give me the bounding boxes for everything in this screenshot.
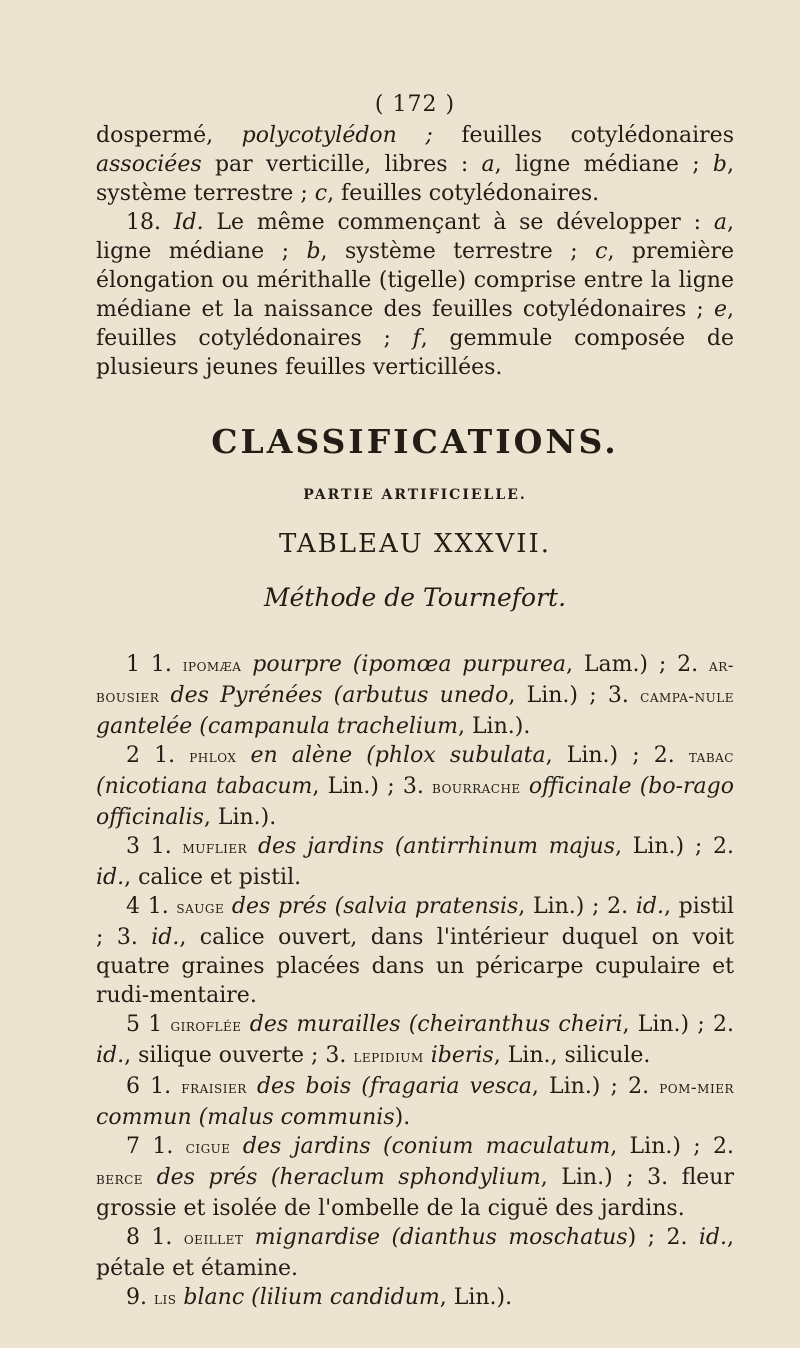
text-run: , Lin.).	[203, 805, 277, 830]
text-run: commun (malus communis	[96, 1105, 395, 1130]
text-run: 6 1.	[126, 1074, 182, 1099]
text-run: 18.	[126, 210, 174, 235]
text-run: , Lin.) ; 2.	[610, 1134, 735, 1159]
text-run: officinale (bo-rago officinalis	[96, 774, 735, 830]
text-run: des Pyrénées (arbutus unedo	[159, 683, 509, 708]
text-run: a	[713, 210, 727, 235]
classifications-heading: CLASSIFICATIONS.	[211, 422, 619, 461]
entry-7	[96, 1132, 734, 1223]
text-run: des murailles (cheiranthus cheiri	[241, 1012, 623, 1037]
entry-5	[96, 1010, 734, 1072]
text-run: feuilles cotylédonaires	[432, 123, 734, 148]
text-run: 9.	[126, 1285, 154, 1310]
text-run: , gemmule composée de plusieurs jeunes feuilles verticillées.	[96, 326, 734, 380]
text-run: ).	[394, 1105, 411, 1130]
text-run: id.	[96, 1043, 125, 1068]
text-run: 1 1.	[126, 652, 183, 677]
text-run: , Lin.) ; 3.	[312, 774, 433, 799]
text-run: mignardise (dianthus moschatus	[243, 1225, 628, 1250]
text-run: Le même commençant à se développer :	[203, 210, 714, 235]
text-run: , Lin.) ; 3. fleur grossie et isolée de l'ombelle de la ciguë des jardins.	[96, 1165, 734, 1221]
text-run: bourrache	[432, 778, 521, 798]
entry-9	[96, 1283, 734, 1314]
text-run: , Lin.) ; 2.	[531, 1074, 660, 1099]
text-run: b	[306, 239, 321, 264]
text-run: associées	[96, 152, 202, 177]
text-run: , système terrestre ;	[320, 239, 596, 264]
text-run: polycotylédon ;	[241, 123, 433, 148]
entry-1	[96, 650, 734, 741]
text-run: , système terrestre ;	[96, 152, 734, 206]
text-run: , calice ouvert, dans l'intérieur duquel on voit quatre graines placées dans un péricarpe cupulaire et rudi-mentaire.	[96, 925, 734, 1008]
text-run: giroflée	[170, 1016, 242, 1036]
text-run: , pétale et étamine.	[96, 1225, 734, 1281]
text-run: gantelée (campanula trachelium	[96, 714, 458, 739]
text-run: campa-nule	[640, 687, 734, 707]
text-run: , feuilles cotylédonaires ;	[96, 297, 734, 351]
text-run: ar-bousier	[96, 656, 734, 707]
text-run: , Lam.) ; 2.	[565, 652, 710, 677]
text-run: 5 1	[126, 1012, 171, 1037]
text-run: iberis	[423, 1043, 494, 1068]
text-run: c	[595, 239, 608, 264]
text-run: id.	[698, 1225, 727, 1250]
text-run: pourpre (ipomœa purpurea	[241, 652, 566, 677]
text-run: a	[481, 152, 495, 177]
text-run: fraisier	[181, 1078, 247, 1098]
text-run: par verticille, libres :	[201, 152, 482, 177]
entry-3	[96, 832, 734, 892]
text-run: Id.	[173, 210, 204, 235]
text-run: , feuilles cotylédonaires.	[327, 181, 600, 206]
text-run: c	[314, 181, 328, 206]
text-run: f	[412, 326, 421, 351]
text-run: , Lin.) ; 2.	[622, 1012, 735, 1037]
text-run: 3 1.	[126, 834, 183, 859]
text-run: sauge	[176, 898, 225, 918]
text-run: 7 1.	[126, 1134, 186, 1159]
method-heading: Méthode de Tournefort.	[263, 583, 567, 612]
text-run: , Lin.).	[439, 1285, 513, 1310]
text-run: berce	[96, 1169, 144, 1189]
part-heading: PARTIE ARTIFICIELLE.	[303, 487, 527, 503]
text-run: , Lin.) ; 2.	[518, 894, 636, 919]
table-heading: TABLEAU XXXVII.	[278, 529, 552, 559]
text-run: , Lin.) ; 3.	[508, 683, 641, 708]
text-run: ) ; 2.	[627, 1225, 699, 1250]
text-run: en alène (phlox subulata	[236, 743, 546, 768]
text-run: ipomæa	[182, 656, 242, 676]
text-run: des bois (fragaria vesca	[246, 1074, 532, 1099]
text-run: , Lin.).	[457, 714, 531, 739]
text-run: , Lin.) ; 2.	[615, 834, 735, 859]
text-run: des prés (salvia pratensis	[224, 894, 519, 919]
text-run: (nicotiana tabacum	[96, 774, 313, 799]
text-run: , silique ouverte ; 3.	[124, 1043, 354, 1068]
text-run: oeillet	[183, 1229, 244, 1249]
entry-8	[96, 1223, 734, 1283]
text-run: 4 1.	[126, 894, 177, 919]
text-run: , Lin., silicule.	[493, 1043, 651, 1068]
text-run: dospermé,	[96, 123, 242, 148]
entry-2	[96, 741, 734, 832]
text-run: , calice et pistil.	[124, 865, 302, 890]
text-run: , Lin.) ; 2.	[545, 743, 689, 768]
text-run: , ligne médiane ;	[494, 152, 713, 177]
text-run: cigue	[185, 1138, 231, 1158]
item-18-paragraph	[96, 208, 734, 382]
text-run: e	[713, 297, 727, 322]
text-run: des jardins (conium maculatum	[230, 1134, 611, 1159]
text-run: , ligne médiane ;	[96, 210, 734, 264]
text-run: muflier	[182, 838, 248, 858]
text-run: b	[712, 152, 727, 177]
text-run: phlox	[189, 747, 237, 767]
text-run: lepidium	[353, 1047, 424, 1067]
text-run: pom-mier	[659, 1078, 734, 1098]
text-run: tabac	[688, 747, 734, 767]
text-run: des prés (heraclum sphondylium	[143, 1165, 541, 1190]
text-run: id.	[635, 894, 664, 919]
text-run: 2 1.	[126, 743, 190, 768]
text-run: , première élongation ou mérithalle (tigelle) comprise entre la ligne médiane et la naissance des feuilles cotylédonaires ;	[96, 239, 734, 322]
text-run: id.	[151, 925, 180, 950]
text-run: , pistil ; 3.	[96, 894, 734, 950]
text-run: 8 1.	[126, 1225, 184, 1250]
text-run: lis	[153, 1289, 177, 1309]
entry-6	[96, 1072, 734, 1132]
page-number: ( 172 )	[374, 92, 456, 117]
intro-paragraph	[96, 121, 734, 208]
text-run: des jardins (antirrhinum majus	[247, 834, 616, 859]
text-run: blanc (lilium candidum	[176, 1285, 440, 1310]
text-run: id.	[96, 865, 125, 890]
entry-4	[96, 892, 734, 1010]
